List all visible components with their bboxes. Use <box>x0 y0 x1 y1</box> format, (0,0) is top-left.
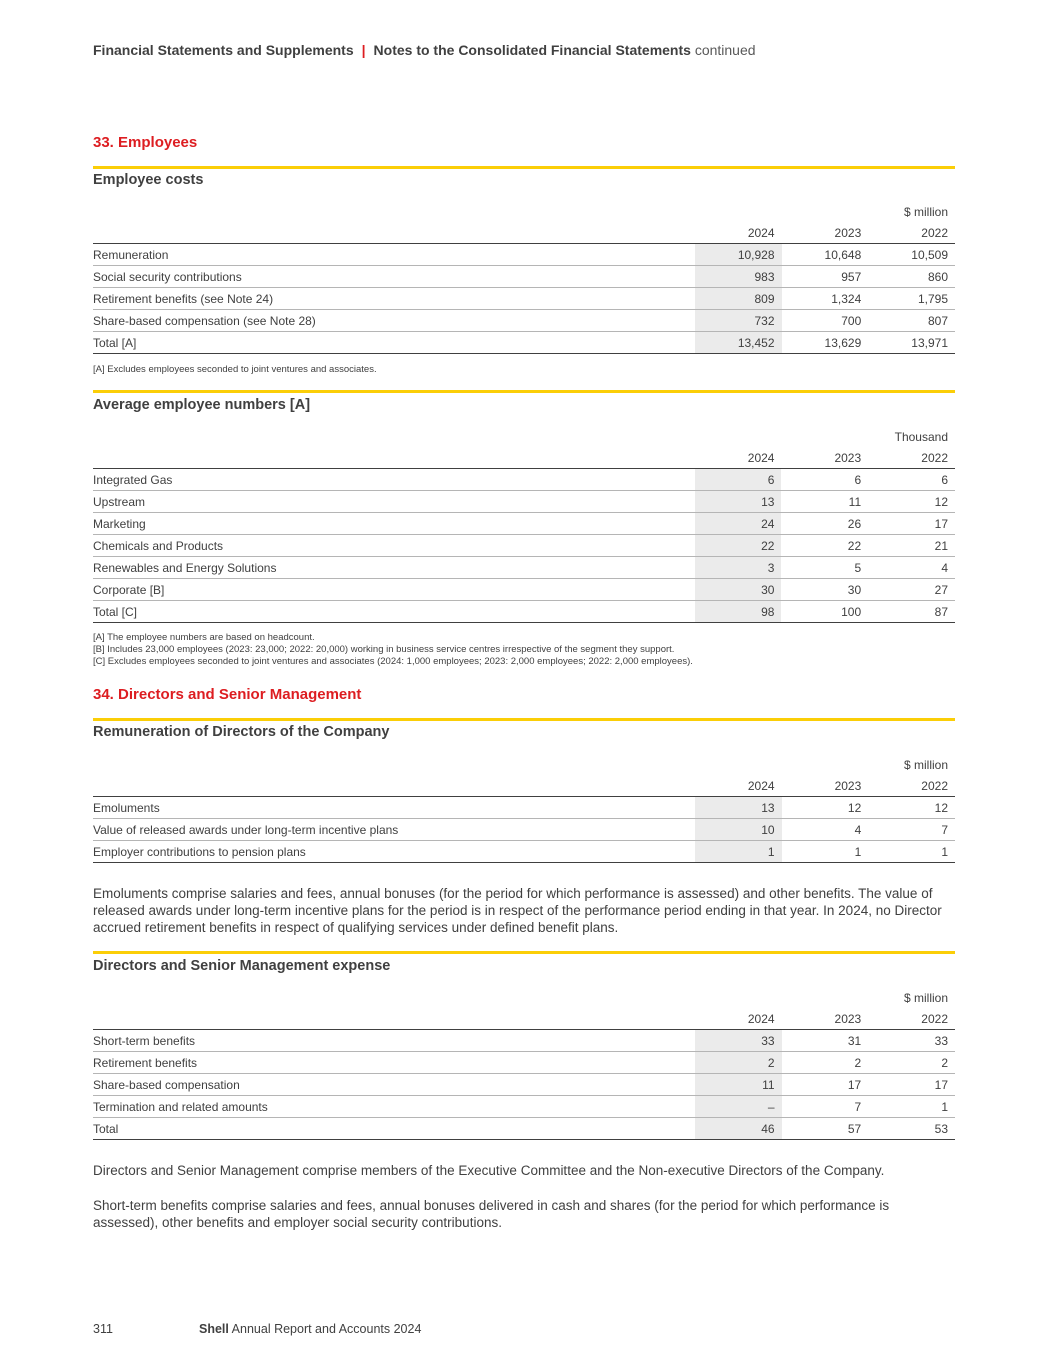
row-label: Emoluments <box>93 797 695 819</box>
table-row <box>93 557 955 579</box>
cell-2023: 700 <box>782 310 869 332</box>
header-continued: continued <box>694 42 756 58</box>
total-row <box>93 601 955 623</box>
remuneration-paragraph: Emoluments comprise salaries and fees, annual bonuses (for the period for which performance is assessed) and other benefits. The value of released awards under long-term incentive plans for the period is in respect of the performance period ending in that year. In 2024, no Director accrued retirement benefits in respect of qualifying services under defined benefit plans. <box>93 886 942 935</box>
page-number: 311 <box>93 1322 113 1336</box>
footnotes <box>93 364 377 376</box>
cell-2024: 1 <box>695 841 782 863</box>
cell-2023: 13,629 <box>782 332 869 354</box>
year-header: 2022 <box>868 775 955 797</box>
cell-2022: 4 <box>868 557 955 579</box>
row-label: Chemicals and Products <box>93 535 695 557</box>
table-row <box>93 1096 955 1118</box>
row-label: Value of released awards under long-term incentive plans <box>93 819 695 841</box>
year-header: 2022 <box>868 1008 955 1030</box>
cell-2022: 17 <box>868 1074 955 1096</box>
cell-2022: 6 <box>868 469 955 491</box>
cell-2023: 1 <box>782 841 869 863</box>
year-header: 2024 <box>695 775 782 797</box>
row-label: Termination and related amounts <box>93 1096 695 1118</box>
table-row <box>93 1052 955 1074</box>
divider-rule <box>93 390 955 393</box>
employee-costs-heading: Employee costs <box>93 172 204 188</box>
directors-remuneration-table <box>93 754 955 863</box>
cell-2024: – <box>695 1096 782 1118</box>
cell-2023: 11 <box>781 491 868 513</box>
row-label: Retirement benefits (see Note 24) <box>93 288 695 310</box>
employee-numbers-heading: Average employee numbers [A] <box>93 397 311 413</box>
year-header: 2024 <box>695 447 782 469</box>
total-row <box>93 332 955 354</box>
cell-2022: 1 <box>868 1096 955 1118</box>
cell-2024: 13 <box>695 491 782 513</box>
divider-rule <box>93 951 955 954</box>
cell-2023: 57 <box>782 1118 869 1140</box>
cell-2024: 809 <box>695 288 782 310</box>
directors-remuneration-heading: Remuneration of Directors of the Company <box>93 724 390 740</box>
table-row <box>93 469 955 491</box>
cell-2022: 27 <box>868 579 955 601</box>
divider-rule <box>93 718 955 721</box>
footer-title <box>199 1322 421 1336</box>
table-row <box>93 1074 955 1096</box>
cell-2022: 807 <box>868 310 955 332</box>
table-row <box>93 1030 955 1052</box>
cell-2023: 22 <box>781 535 868 557</box>
table-row <box>93 797 955 819</box>
cell-2022: 13,971 <box>868 332 955 354</box>
row-label: Share-based compensation <box>93 1074 695 1096</box>
year-header: 2023 <box>781 447 868 469</box>
table-row <box>93 513 955 535</box>
cell-2022: 1,795 <box>868 288 955 310</box>
cell-2024: 10,928 <box>695 244 782 266</box>
unit-label: $ million <box>903 757 948 772</box>
expense-paragraph-1: Directors and Senior Management comprise members of the Executive Committee and the Non-executive Directors of the Company. <box>93 1163 885 1178</box>
cell-2023: 17 <box>782 1074 869 1096</box>
cell-2022: 12 <box>868 491 955 513</box>
section-33-title: 33. Employees <box>93 134 198 151</box>
cell-2022: 860 <box>868 266 955 288</box>
footnote: [A] Excludes employees seconded to joint ventures and associates. <box>93 364 377 375</box>
employee-costs-table <box>93 201 955 354</box>
footer-brand: Shell <box>199 1322 229 1336</box>
header-separator: | <box>361 42 366 58</box>
unit-label: $ million <box>903 204 948 219</box>
cell-2024: 30 <box>695 579 782 601</box>
cell-2023: 26 <box>781 513 868 535</box>
row-label: Social security contributions <box>93 266 695 288</box>
cell-2022: 33 <box>868 1030 955 1052</box>
footnote: [A] The employee numbers are based on headcount. <box>93 632 315 643</box>
row-label: Renewables and Energy Solutions <box>93 557 695 579</box>
cell-2023: 31 <box>782 1030 869 1052</box>
year-header: 2023 <box>782 222 869 244</box>
footnotes <box>93 632 693 668</box>
cell-2023: 12 <box>782 797 869 819</box>
year-header: 2024 <box>695 222 782 244</box>
table-row <box>93 244 955 266</box>
cell-2023: 100 <box>781 601 868 623</box>
cell-2022: 17 <box>868 513 955 535</box>
cell-2024: 24 <box>695 513 782 535</box>
unit-label: Thousand <box>894 429 948 444</box>
section-34-title: 34. Directors and Senior Management <box>93 686 362 703</box>
running-header <box>93 42 756 58</box>
divider-rule <box>93 166 955 169</box>
cell-2023: 7 <box>782 1096 869 1118</box>
year-header: 2022 <box>868 447 955 469</box>
cell-2024: 2 <box>695 1052 782 1074</box>
cell-2024: 3 <box>695 557 782 579</box>
row-label: Share-based compensation (see Note 28) <box>93 310 695 332</box>
footer-doc-title: Annual Report and Accounts 2024 <box>231 1322 422 1336</box>
cell-2024: 33 <box>695 1030 782 1052</box>
cell-2022: 53 <box>868 1118 955 1140</box>
row-label: Marketing <box>93 513 695 535</box>
cell-2024: 22 <box>695 535 782 557</box>
total-row <box>93 1118 955 1140</box>
table-row <box>93 491 955 513</box>
cell-2024: 46 <box>695 1118 782 1140</box>
cell-2024: 13,452 <box>695 332 782 354</box>
directors-expense-heading: Directors and Senior Management expense <box>93 958 391 974</box>
row-label: Remuneration <box>93 244 695 266</box>
cell-2024: 983 <box>695 266 782 288</box>
footnote: [C] Excludes employees seconded to joint ventures and associates (2024: 1,000 employees; 2023: 2,000 employees; 2022: 2,000 employees). <box>93 656 693 667</box>
cell-2022: 10,509 <box>868 244 955 266</box>
cell-2022: 1 <box>868 841 955 863</box>
cell-2022: 2 <box>868 1052 955 1074</box>
table-row <box>93 819 955 841</box>
cell-2022: 21 <box>868 535 955 557</box>
table-row <box>93 579 955 601</box>
year-header: 2023 <box>782 1008 869 1030</box>
cell-2023: 30 <box>781 579 868 601</box>
year-header: 2024 <box>695 1008 782 1030</box>
row-label: Total [C] <box>93 601 695 623</box>
header-section: Financial Statements and Supplements <box>93 42 354 58</box>
cell-2024: 10 <box>695 819 782 841</box>
directors-expense-table <box>93 987 955 1140</box>
footnote: [B] Includes 23,000 employees (2023: 23,000; 2022: 20,000) working in business service centres irrespective of the segment they support. <box>93 644 675 655</box>
cell-2022: 12 <box>868 797 955 819</box>
unit-label: $ million <box>903 990 948 1005</box>
row-label: Integrated Gas <box>93 469 695 491</box>
cell-2023: 10,648 <box>782 244 869 266</box>
employee-numbers-table <box>93 426 955 623</box>
table-row <box>93 266 955 288</box>
row-label: Total [A] <box>93 332 695 354</box>
cell-2023: 1,324 <box>782 288 869 310</box>
cell-2023: 957 <box>782 266 869 288</box>
header-page-title: Notes to the Consolidated Financial Statements <box>373 42 691 58</box>
cell-2024: 11 <box>695 1074 782 1096</box>
cell-2024: 98 <box>695 601 782 623</box>
cell-2023: 2 <box>782 1052 869 1074</box>
row-label: Employer contributions to pension plans <box>93 841 695 863</box>
cell-2024: 13 <box>695 797 782 819</box>
table-row <box>93 535 955 557</box>
row-label: Total <box>93 1118 695 1140</box>
row-label: Corporate [B] <box>93 579 695 601</box>
table-row <box>93 288 955 310</box>
expense-paragraph-2: Short-term benefits comprise salaries and fees, annual bonuses delivered in cash and shares (for the period for which performance is assessed), other benefits and employer social security contributions. <box>93 1198 890 1230</box>
table-row <box>93 841 955 863</box>
cell-2024: 732 <box>695 310 782 332</box>
row-label: Upstream <box>93 491 695 513</box>
cell-2023: 6 <box>781 469 868 491</box>
cell-2023: 5 <box>781 557 868 579</box>
cell-2022: 87 <box>868 601 955 623</box>
row-label: Short-term benefits <box>93 1030 695 1052</box>
year-header: 2022 <box>868 222 955 244</box>
cell-2024: 6 <box>695 469 782 491</box>
cell-2023: 4 <box>782 819 869 841</box>
cell-2022: 7 <box>868 819 955 841</box>
year-header: 2023 <box>782 775 869 797</box>
row-label: Retirement benefits <box>93 1052 695 1074</box>
table-row <box>93 310 955 332</box>
